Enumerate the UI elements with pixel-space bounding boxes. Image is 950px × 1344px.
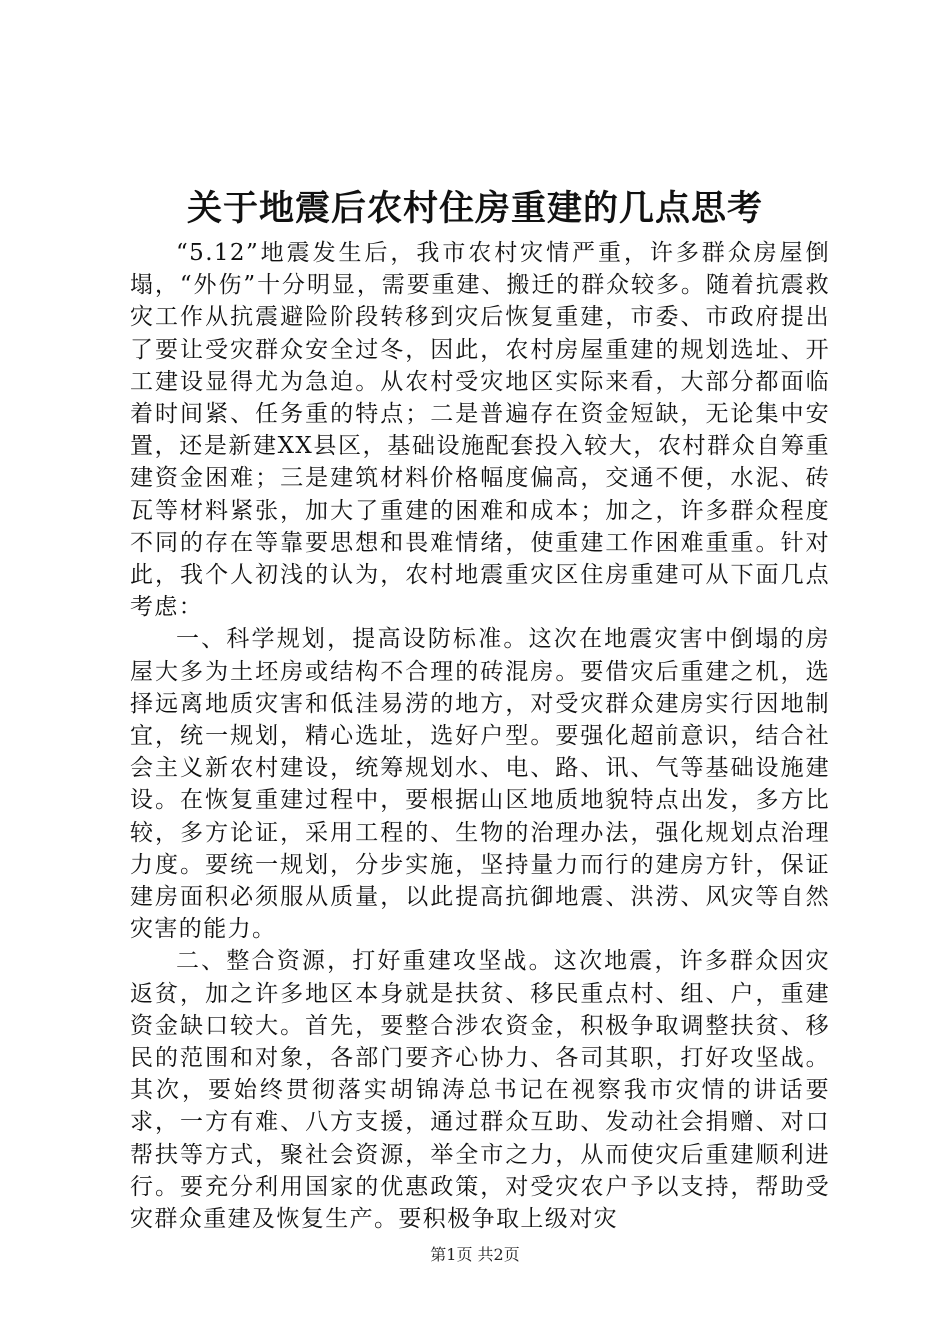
section-one-paragraph: 一、科学规划，提高设防标准。这次在地震灾害中倒塌的房屋大多为土坯房或结构不合理的砖混房。要借灾后重建之机，选择远离地质灾害和低洼易涝的地方，对受灾群众建房实行因地制宜，统一规划，精心选址，选好户型。要强化超前意识，结合社会主义新农村建设，统筹规划水、电、路、讯、气等基础设施建设。在恢复重建过程中，要根据山区地质地貌特点出发，多方比较，多方论证，采用工程的、生物的治理办法，强化规划点治理力度。要统一规划，分步实施，坚持量力而行的建房方针，保证建房面积必须服从质量，以此提高抗御地震、洪涝、风灾等自然灾害的能力。 — [130, 626, 830, 943]
page-number-footer: 第1页 共2页 — [430, 1245, 520, 1264]
document-title: 关于地震后农村住房重建的几点思考 — [186, 188, 763, 229]
section-two-paragraph: 二、整合资源，打好重建攻坚战。这次地震，许多群众因灾返贫，加之许多地区本身就是扶贫、移民重点村、组、户，重建资金缺口较大。首先，要整合涉农资金，积极争取调整扶贫、移民的范围和对象，各部门要齐心协力、各司其职，打好攻坚战。其次，要始终贯彻落实胡锦涛总书记在视察我市灾情的讲话要求，一方有难、八方支援，通过群众互助、发动社会捐赠、对口帮扶等方式，聚社会资源，举全市之力，从而使灾后重建顺利进行。要充分利用国家的优惠政策，对受灾农户予以支持，帮助受灾群众重建及恢复生产。要积极争取上级对灾 — [130, 948, 830, 1233]
document-body — [130, 237, 830, 1235]
intro-paragraph: “5.12”地震发生后，我市农村灾情严重，许多群众房屋倒塌，“外伤”十分明显，需要重建、搬迁的群众较多。随着抗震救灾工作从抗震避险阶段转移到灾后恢复重建，市委、市政府提出了要让受灾群众安全过冬，因此，农村房屋重建的规划选址、开工建设显得尤为急迫。从农村受灾地区实际来看，大部分都面临着时间紧、任务重的特点；二是普遍存在资金短缺，无论集中安置，还是新建XX县区，基础设施配套投入较大，农村群众自筹重建资金困难；三是建筑材料价格幅度偏高，交通不便，水泥、砖瓦等材料紧张，加大了重建的困难和成本；加之，许多群众程度不同的存在等靠要思想和畏难情绪，使重建工作困难重重。针对此，我个人初浅的认为，农村地震重灾区住房重建可从下面几点考虑： — [130, 240, 830, 621]
